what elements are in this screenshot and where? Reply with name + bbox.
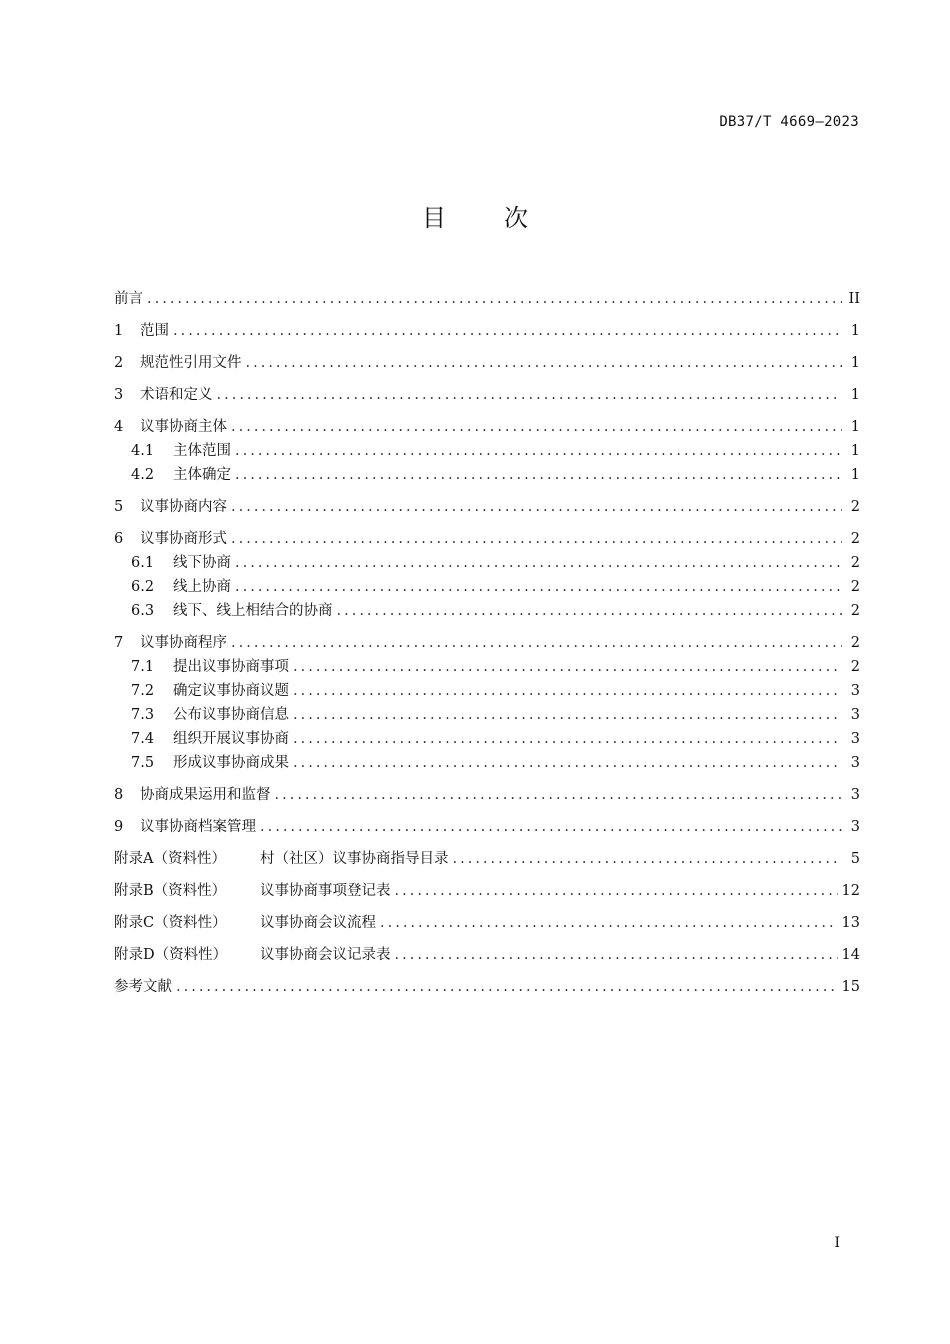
toc-entry-label: 议事协商程序 [140, 635, 227, 651]
toc-entry[interactable] [114, 463, 860, 487]
toc-entry[interactable] [114, 727, 860, 751]
toc-entry-page: 5 [850, 851, 860, 867]
toc-entry[interactable] [114, 815, 860, 839]
toc-entry-number: 7.5 [131, 755, 155, 771]
toc-entry-number: 3 [114, 387, 124, 403]
toc-dot-leader [293, 751, 842, 775]
toc-entry-number: 6.2 [131, 579, 155, 595]
toc-entry-page: 2 [850, 531, 860, 547]
toc-dot-leader [275, 783, 843, 807]
toc-dot-leader [293, 727, 842, 751]
toc-entry-label: 议事协商主体 [140, 419, 227, 435]
toc-entry-label: 公布议事协商信息 [173, 707, 289, 723]
toc-entry-label: 线下、线上相结合的协商 [173, 603, 333, 619]
toc-entry-label: 议事协商会议流程 [260, 915, 376, 931]
toc-entry[interactable] [114, 495, 860, 519]
toc-dot-leader [395, 879, 838, 903]
toc-entry-number: 附录A（资料性） [114, 851, 226, 867]
toc-entry-page: 3 [850, 683, 860, 699]
toc-dot-leader [147, 287, 842, 311]
toc-entry[interactable] [114, 703, 860, 727]
toc-entry-number: 7.2 [131, 683, 155, 699]
toc-dot-leader [176, 975, 838, 999]
toc-entry-number: 8 [114, 787, 124, 803]
toc-entry[interactable] [114, 631, 860, 655]
toc-entry-page: 3 [850, 787, 860, 803]
standard-code: DB37/T 4669—2023 [719, 114, 859, 130]
toc-entry-label: 议事协商会议记录表 [260, 947, 391, 963]
toc-dot-leader [235, 575, 842, 599]
toc-entry[interactable] [114, 911, 860, 935]
toc-entry[interactable] [114, 287, 860, 311]
toc-dot-leader [395, 943, 838, 967]
toc-entry-label: 前言 [114, 291, 143, 307]
toc-entry-number: 5 [114, 499, 124, 515]
toc-dot-leader [235, 551, 842, 575]
toc-dot-leader [260, 815, 842, 839]
toc-entry-page: 2 [850, 635, 860, 651]
toc-entry[interactable] [114, 351, 860, 375]
toc-entry-page: 1 [850, 323, 860, 339]
toc-entry-label: 范围 [140, 323, 169, 339]
page-number: I [834, 1235, 840, 1251]
toc-dot-leader [293, 679, 842, 703]
toc-entry-page: 15 [841, 979, 860, 995]
toc-dot-leader [231, 415, 842, 439]
toc-entry-label: 术语和定义 [140, 387, 213, 403]
toc-entry[interactable] [114, 383, 860, 407]
toc-dot-leader [293, 655, 842, 679]
toc-dot-leader [235, 439, 842, 463]
toc-entry-page: 1 [850, 355, 860, 371]
toc-dot-leader [453, 847, 843, 871]
toc-dot-leader [246, 351, 843, 375]
toc-entry-number: 附录D（资料性） [114, 947, 228, 963]
toc-entry[interactable] [114, 975, 860, 999]
toc-entry-number: 附录C（资料性） [114, 915, 227, 931]
toc-entry-label: 线下协商 [173, 555, 231, 571]
toc-entry-page: 3 [850, 819, 860, 835]
toc-entry-number: 7.4 [131, 731, 155, 747]
toc-entry-page: 13 [841, 915, 860, 931]
toc-entry-page: II [848, 291, 860, 307]
toc-dot-leader [217, 383, 843, 407]
toc-dot-leader [293, 703, 842, 727]
toc-entry[interactable] [114, 879, 860, 903]
toc-entry-label: 确定议事协商议题 [173, 683, 289, 699]
toc-dot-leader [380, 911, 838, 935]
toc-entry[interactable] [114, 415, 860, 439]
toc-entry[interactable] [114, 679, 860, 703]
toc-entry-number: 6.3 [131, 603, 155, 619]
toc-entry-page: 1 [850, 387, 860, 403]
toc-entry-label: 线上协商 [173, 579, 231, 595]
toc-entry[interactable] [114, 847, 860, 871]
toc-entry[interactable] [114, 783, 860, 807]
toc-entry-label: 组织开展议事协商 [173, 731, 289, 747]
toc-entry[interactable] [114, 751, 860, 775]
toc-entry-page: 3 [850, 731, 860, 747]
toc-entry-label: 协商成果运用和监督 [140, 787, 271, 803]
toc-entry-page: 2 [850, 499, 860, 515]
toc-entry-number: 7 [114, 635, 124, 651]
toc-entry-number: 7.1 [131, 659, 155, 675]
toc-entry[interactable] [114, 319, 860, 343]
toc-entry-number: 2 [114, 355, 124, 371]
toc-dot-leader [231, 495, 842, 519]
toc-entry[interactable] [114, 943, 860, 967]
toc-dot-leader [337, 599, 843, 623]
toc-entry-number: 7.3 [131, 707, 155, 723]
toc-entry[interactable] [114, 655, 860, 679]
toc-dot-leader [173, 319, 842, 343]
toc-entry[interactable] [114, 551, 860, 575]
toc-entry-page: 3 [850, 755, 860, 771]
toc-entry-page: 14 [841, 947, 860, 963]
toc-entry[interactable] [114, 599, 860, 623]
toc-entry-label: 村（社区）议事协商指导目录 [260, 851, 449, 867]
toc-entry-label: 参考文献 [114, 979, 172, 995]
toc-entry-page: 2 [850, 555, 860, 571]
toc-entry-page: 2 [850, 603, 860, 619]
toc-entry[interactable] [114, 439, 860, 463]
toc-entry-page: 1 [850, 443, 860, 459]
toc-entry-page: 1 [850, 419, 860, 435]
toc-entry-page: 1 [850, 467, 860, 483]
toc-entry-label: 主体确定 [173, 467, 231, 483]
toc-dot-leader [231, 631, 842, 655]
toc-entry-label: 主体范围 [173, 443, 231, 459]
toc-entry-number: 附录B（资料性） [114, 883, 227, 899]
toc-entry-page: 3 [850, 707, 860, 723]
toc-entry-number: 6 [114, 531, 124, 547]
toc-dot-leader [231, 527, 842, 551]
toc-entry-page: 12 [841, 883, 860, 899]
toc-entry-label: 议事协商内容 [140, 499, 227, 515]
toc-entry-page: 2 [850, 659, 860, 675]
toc-entry-number: 9 [114, 819, 124, 835]
toc-entry[interactable] [114, 527, 860, 551]
toc-entry-number: 4.1 [131, 443, 155, 459]
page-title: 目次 [422, 204, 586, 232]
toc-entry[interactable] [114, 575, 860, 599]
table-of-contents [114, 287, 860, 999]
toc-entry-number: 4 [114, 419, 124, 435]
toc-entry-number: 4.2 [131, 467, 155, 483]
toc-entry-label: 规范性引用文件 [140, 355, 242, 371]
toc-dot-leader [235, 463, 842, 487]
toc-entry-label: 形成议事协商成果 [173, 755, 289, 771]
toc-entry-number: 6.1 [131, 555, 155, 571]
toc-entry-label: 议事协商事项登记表 [260, 883, 391, 899]
toc-entry-label: 议事协商档案管理 [140, 819, 256, 835]
toc-entry-number: 1 [114, 323, 124, 339]
toc-entry-label: 提出议事协商事项 [173, 659, 289, 675]
toc-entry-page: 2 [850, 579, 860, 595]
toc-entry-label: 议事协商形式 [140, 531, 227, 547]
